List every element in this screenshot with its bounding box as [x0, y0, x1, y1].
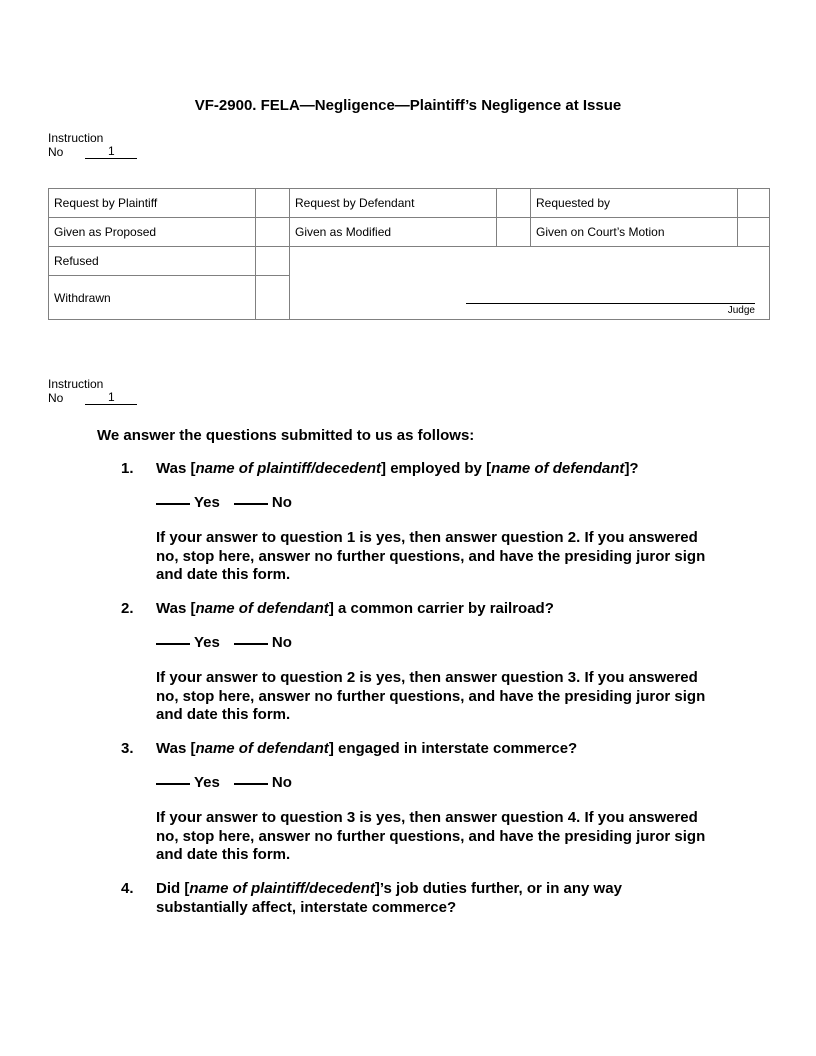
given-as-proposed-label: Given as Proposed: [49, 218, 256, 247]
placeholder-text: name of plaintiff/decedent: [195, 460, 382, 477]
yes-answer-blank[interactable]: [156, 783, 190, 785]
instruction-number-field[interactable]: 1: [85, 391, 137, 405]
no-answer-blank[interactable]: [234, 783, 268, 785]
no-label: No: [271, 494, 292, 511]
judge-signature-area: [290, 247, 770, 320]
placeholder-text: name of defendant: [195, 740, 329, 757]
question-number: 2.: [121, 600, 134, 617]
question-text-part: Was [: [156, 600, 196, 617]
request-by-defendant-checkbox[interactable]: [497, 189, 531, 218]
question-text-part: Did [: [156, 880, 190, 897]
given-as-modified-label: Given as Modified: [290, 218, 497, 247]
question-text-part: ]’s job duties further, or in any way substantially affect, interstate commerce?: [156, 880, 622, 916]
question-text-part: ] engaged in interstate commerce?: [328, 740, 578, 757]
withdrawn-checkbox[interactable]: [256, 276, 290, 320]
question-text: [156, 740, 716, 759]
yes-answer-blank[interactable]: [156, 643, 190, 645]
question-text-part: Was [: [156, 460, 196, 477]
request-by-plaintiff-label: Request by Plaintiff: [49, 189, 256, 218]
placeholder-text: name of defendant: [195, 600, 329, 617]
no-label: No: [271, 774, 292, 791]
document-title: VF-2900. FELA—Negligence—Plaintiff’s Negligence at Issue: [194, 97, 622, 114]
given-as-proposed-checkbox[interactable]: [256, 218, 290, 247]
instruction-no-label: No: [48, 391, 64, 405]
question-instruction: If your answer to question 2 is yes, then answer question 3. If you answered no, stop here, answer no further questions, and have the presiding juror sign and date this form.: [156, 669, 706, 723]
judge-signature-line[interactable]: [466, 303, 755, 304]
question-instruction: If your answer to question 1 is yes, then answer question 2. If you answered no, stop here, answer no further questions, and have the presiding juror sign and date this form.: [156, 529, 706, 583]
instruction-number-bottom: [48, 377, 137, 405]
refused-label: Refused: [49, 247, 256, 276]
instruction-no-label: No: [48, 145, 64, 159]
request-status-table: [48, 188, 770, 320]
question-instruction: If your answer to question 3 is yes, then answer question 4. If you answered no, stop here, answer no further questions, and have the presiding juror sign and date this form.: [156, 809, 706, 863]
verdict-intro: We answer the questions submitted to us as follows:: [97, 427, 475, 444]
yes-label: Yes: [194, 634, 220, 651]
no-label: No: [271, 634, 292, 651]
requested-by-checkbox[interactable]: [738, 189, 770, 218]
yes-answer-blank[interactable]: [156, 503, 190, 505]
question-number: 1.: [121, 460, 134, 477]
no-answer-blank[interactable]: [234, 503, 268, 505]
placeholder-text: name of defendant: [491, 460, 625, 477]
instruction-label: Instruction: [48, 377, 104, 391]
refused-checkbox[interactable]: [256, 247, 290, 276]
question-text-part: ] a common carrier by railroad?: [328, 600, 554, 617]
question-text: [156, 600, 716, 619]
instruction-number-field[interactable]: 1: [85, 145, 137, 159]
question-text-part: ] employed by [: [381, 460, 492, 477]
instruction-label: Instruction: [48, 131, 104, 145]
withdrawn-label: Withdrawn: [49, 276, 256, 320]
question-text-part: ]?: [624, 460, 639, 477]
yes-no-answer: [156, 494, 292, 513]
question-number: 4.: [121, 880, 134, 897]
question-number: 3.: [121, 740, 134, 757]
instruction-number-top: [48, 131, 137, 159]
yes-no-answer: [156, 634, 292, 653]
given-on-courts-motion-label: Given on Court’s Motion: [531, 218, 738, 247]
judge-label: Judge: [727, 305, 755, 316]
request-by-defendant-label: Request by Defendant: [290, 189, 497, 218]
given-as-modified-checkbox[interactable]: [497, 218, 531, 247]
yes-label: Yes: [194, 774, 220, 791]
placeholder-text: name of plaintiff/decedent: [189, 880, 375, 897]
request-by-plaintiff-checkbox[interactable]: [256, 189, 290, 218]
no-answer-blank[interactable]: [234, 643, 268, 645]
given-on-courts-motion-checkbox[interactable]: [738, 218, 770, 247]
question-text: [156, 880, 716, 917]
question-text: [156, 460, 716, 479]
yes-no-answer: [156, 774, 292, 793]
question-text-part: Was [: [156, 740, 196, 757]
yes-label: Yes: [194, 494, 220, 511]
requested-by-label: Requested by: [531, 189, 738, 218]
